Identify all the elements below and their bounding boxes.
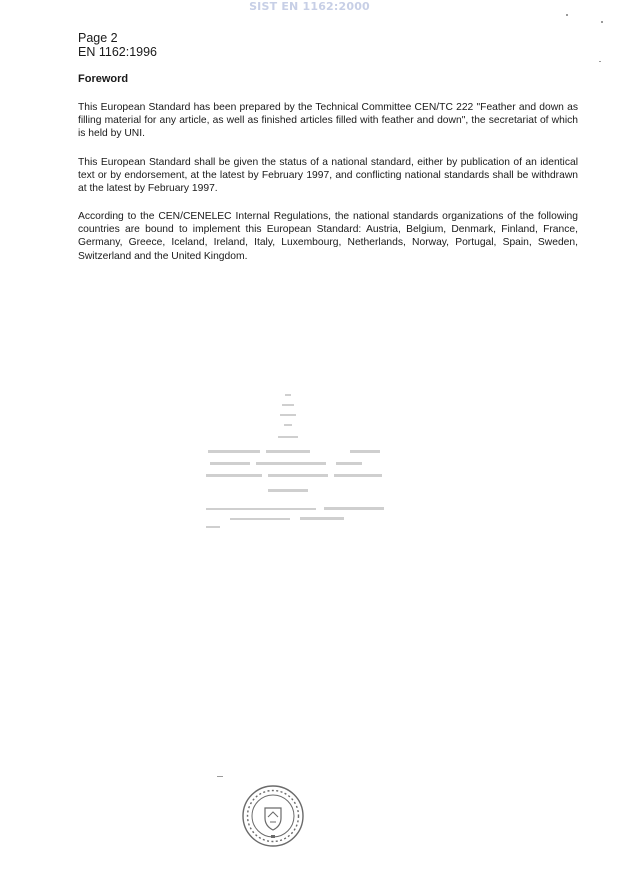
paragraph: According to the CEN/CENELEC Internal Regulations, the national standards organizations of the following countries are bound to implement this European Standard: Austria, Belgium, Denmark, Finland, France, Germany, Greece, Iceland, Ireland, Italy, Luxembourg, Netherlands, Norway, Portugal, Spain, Sweden, Switzerland and the United Kingdom. [78,211,578,262]
page-number: Page 2 [78,31,118,45]
faded-stamp-impression [200,392,400,532]
section-heading: Foreword [78,73,129,85]
paragraph: This European Standard shall be given the status of a national standard, either by publication of an identical text or by endorsement, at the latest by February 1997, and conflicting national standards shall be withdrawn at the latest by February 1997. [78,157,578,195]
scan-speck [566,14,568,16]
scan-speck [601,21,603,23]
scan-speck [599,61,601,62]
official-seal [241,784,305,848]
watermark-title: SIST EN 1162:2000 [249,0,370,13]
standard-number: EN 1162:1996 [78,45,157,59]
page-header [78,31,157,59]
paragraph: This European Standard has been prepared by the Technical Committee CEN/TC 222 "Feather and down as filling material for any article, as well as finished articles filled with feather and down", the secretariat of which is held by UNI. [78,102,578,140]
scan-speck [217,776,223,777]
